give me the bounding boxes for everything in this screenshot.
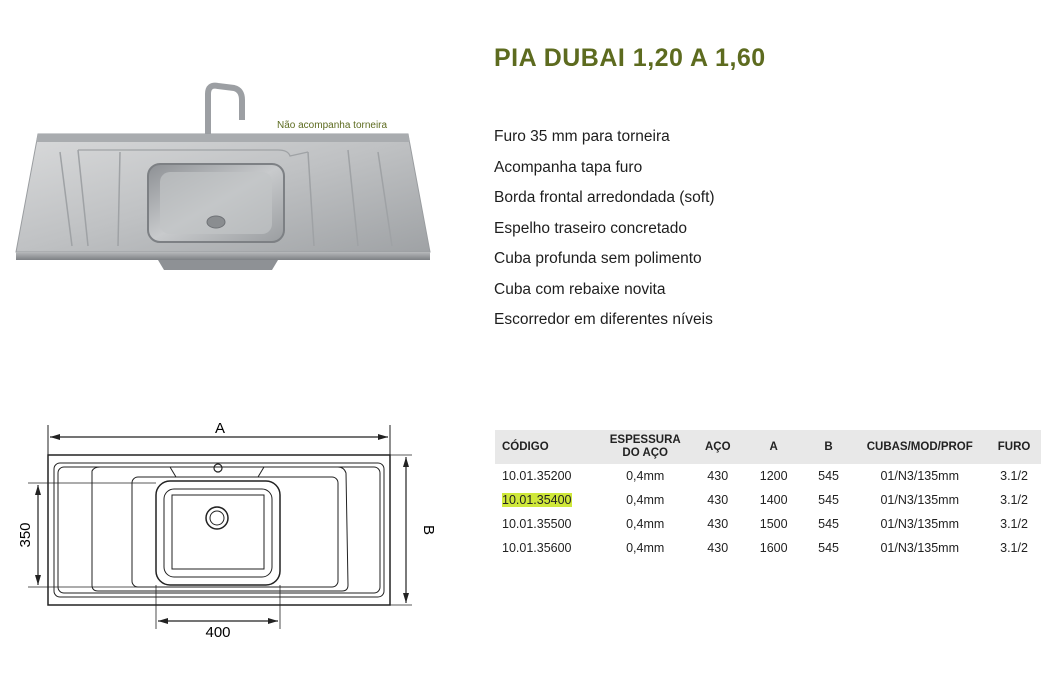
- header-b: B: [824, 440, 833, 453]
- feature-item: Borda frontal arredondada (soft): [494, 189, 715, 206]
- cell-a: 1400: [759, 493, 788, 507]
- cell-a: 1200: [759, 469, 788, 483]
- cell-a: 1500: [759, 517, 788, 531]
- header-codigo: CÓDIGO: [502, 440, 549, 453]
- cell-codigo: 10.01.35200: [502, 469, 572, 483]
- header-aco: AÇO: [704, 440, 731, 453]
- feature-list: [494, 126, 715, 340]
- cell-codigo: [495, 488, 598, 512]
- cell-cubas: 01/N3/135mm: [880, 493, 959, 507]
- feature-item: Cuba profunda sem polimento: [494, 250, 702, 267]
- header-espessura-line1: ESPESSURA: [609, 434, 681, 446]
- product-title: PIA DUBAI 1,20 A 1,60: [494, 44, 766, 72]
- cell-furo: 3.1/2: [1000, 541, 1028, 555]
- sink-photo: [8, 78, 438, 278]
- dim-depth-label: 350: [17, 522, 34, 548]
- cell-espessura: 0,4mm: [626, 469, 665, 483]
- cell-furo: 3.1/2: [1000, 517, 1028, 531]
- cell-furo: 3.1/2: [1000, 469, 1028, 483]
- cell-b: 545: [818, 469, 839, 483]
- dim-bowl-label: 400: [205, 624, 231, 641]
- cell-espessura: 0,4mm: [626, 493, 665, 507]
- header-espessura: [598, 430, 693, 464]
- cell-b: 545: [818, 493, 839, 507]
- cell-aco: 430: [707, 541, 729, 555]
- table-row: [495, 512, 1041, 536]
- dim-a-label: A: [214, 420, 226, 437]
- cell-a: 1600: [759, 541, 788, 555]
- header-cubas: CUBAS/MOD/PROF: [866, 440, 973, 453]
- feature-item: Escorredor em diferentes níveis: [494, 311, 713, 328]
- header-a: A: [769, 440, 778, 453]
- cell-aco: 430: [707, 469, 729, 483]
- cell-b: 545: [818, 517, 839, 531]
- table-row: [495, 488, 1041, 512]
- technical-drawing: [10, 415, 437, 655]
- cell-aco: 430: [707, 493, 729, 507]
- cell-cubas: 01/N3/135mm: [880, 541, 959, 555]
- highlighted-code: 10.01.35400: [502, 493, 572, 507]
- feature-item: Cuba com rebaixe novita: [494, 280, 666, 298]
- table-header-row: [495, 430, 1041, 464]
- cell-b: 545: [818, 541, 839, 555]
- feature-item: Furo 35 mm para torneira: [494, 128, 670, 145]
- feature-item: Acompanha tapa furo: [494, 158, 643, 176]
- spec-table: [495, 430, 1041, 560]
- cell-codigo: 10.01.35600: [502, 541, 572, 555]
- feature-item: Espelho traseiro concretado: [494, 219, 688, 237]
- cell-codigo: 10.01.35500: [502, 517, 572, 531]
- cell-espessura: 0,4mm: [626, 517, 665, 531]
- photo-note: Não acompanha torneira: [277, 120, 388, 131]
- header-furo: FURO: [997, 440, 1031, 453]
- dim-b-label: B: [420, 524, 437, 536]
- cell-furo: 3.1/2: [1000, 493, 1028, 507]
- cell-cubas: 01/N3/135mm: [880, 517, 959, 531]
- cell-aco: 430: [707, 517, 729, 531]
- header-espessura-line2: DO AÇO: [622, 447, 668, 459]
- cell-espessura: 0,4mm: [626, 541, 665, 555]
- table-row: [495, 536, 1041, 560]
- cell-cubas: 01/N3/135mm: [880, 469, 959, 483]
- table-row: [495, 464, 1041, 488]
